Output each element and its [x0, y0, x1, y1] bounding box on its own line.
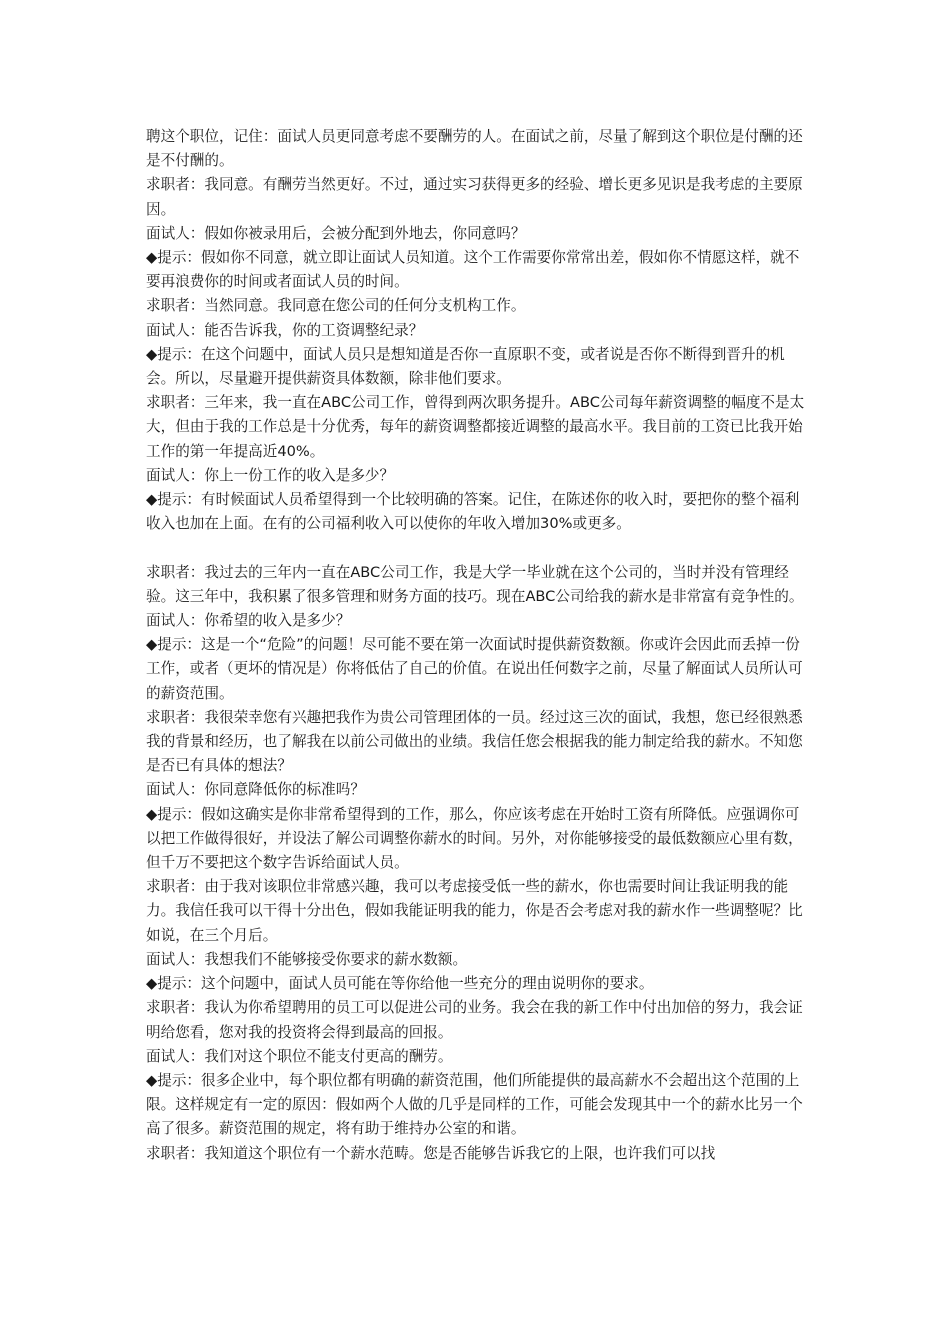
paragraph: 求职者：我知道这个职位有一个薪水范畴。您是否能够告诉我它的上限，也许我们可以找	[146, 1144, 716, 1162]
paragraph: 求职者：我认为你希望聘用的员工可以促进公司的业务。我会在我的新工作中付出加倍的努力，我会证明给您看，您对我的投资将会得到最高的回报。	[146, 999, 803, 1041]
paragraph: ◆提示：假如这确实是你非常希望得到的工作，那么，你应该考虑在开始时工资有所降低。应强调你可以把工作做得很好，并设法了解公司调整你薪水的时间。另外，对你能够接受的最低数额应心里有数，但千万不要把这个数字告诉给面试人员。	[146, 805, 803, 872]
paragraph: 求职者：我同意。有酬劳当然更好。不过，通过实习获得更多的经验、增长更多见识是我考虑的主要原因。	[146, 176, 803, 218]
paragraph: 求职者：我很荣幸您有兴趣把我作为贵公司管理团体的一员。经过这三次的面试，我想，您已经很熟悉我的背景和经历，也了解我在以前公司做出的业绩。我信任您会根据我的能力制定给我的薪水。不知您是否已有具体的想法？	[146, 708, 803, 775]
paragraph: ◆提示：假如你不同意，就立即让面试人员知道。这个工作需要你常常出差，假如你不情愿这样，就不要再浪费你的时间或者面试人员的时间。	[146, 249, 800, 291]
paragraph: ◆提示：这是一个“危险”的问题！尽可能不要在第一次面试时提供薪资数额。你或许会因此而丢掉一份工作，或者（更坏的情况是）你将低估了自己的价值。在说出任何数字之前，尽量了解面试人员所认可的薪资范围。	[146, 636, 803, 702]
paragraph: 面试人：我们对这个职位不能支付更高的酬劳。	[146, 1047, 453, 1065]
paragraph: 求职者：三年来，我一直在ABC公司工作，曾得到两次职务提升。ABC公司每年薪资调整的幅度不是太大，但由于我的工作总是十分优秀，每年的薪资调整都接近调整的最高水平。我目前的工资已比我开始工作的第一年提高近40%。	[146, 394, 805, 460]
paragraph: 求职者：当然同意。我同意在您公司的任何分支机构工作。	[146, 297, 526, 315]
document-body	[146, 125, 810, 1166]
paragraph: ◆提示：有时候面试人员希望得到一个比较明确的答案。记住，在陈述你的收入时，要把你的整个福利收入也加在上面。在有的公司福利收入可以使你的年收入增加30%或更多。	[146, 491, 800, 533]
paragraph: 面试人：你同意降低你的标准吗？	[146, 781, 365, 799]
blank-line	[146, 536, 810, 560]
paragraph: 面试人：假如你被录用后，会被分配到外地去，你同意吗？	[146, 224, 526, 242]
paragraph: ◆提示：很多企业中，每个职位都有明确的薪资范围，他们所能提供的最高薪水不会超出这个范围的上限。这样规定有一定的原因：假如两个人做的几乎是同样的工作，可能会发现其中一个的薪水比另一个高了很多。薪资范围的规定，将有助于维持办公室的和谐。	[146, 1071, 803, 1138]
paragraph: 面试人：你希望的收入是多少？	[146, 612, 351, 630]
paragraph: 面试人：你上一份工作的收入是多少？	[146, 466, 395, 484]
paragraph: 聘这个职位，记住：面试人员更同意考虑不要酬劳的人。在面试之前，尽量了解到这个职位是付酬的还是不付酬的。	[146, 128, 803, 170]
paragraph: 求职者：我过去的三年内一直在ABC公司工作，我是大学一毕业就在这个公司的，当时并没有管理经验。这三年中，我积累了很多管理和财务方面的技巧。现在ABC公司给我的薪水是非常富有竞争性的。	[146, 563, 804, 605]
paragraph: ◆提示：在这个问题中，面试人员只是想知道是否你一直原职不变，或者说是否你不断得到晋升的机会。所以，尽量避开提供薪资具体数额，除非他们要求。	[146, 345, 785, 388]
paragraph: 面试人：我想我们不能够接受你要求的薪水数额。	[146, 950, 468, 968]
paragraph: 求职者：由于我对该职位非常感兴趣，我可以考虑接受低一些的薪水，你也需要时间让我证明我的能力。我信任我可以干得十分出色，假如我能证明我的能力，你是否会考虑对我的薪水作一些调整呢？比如说，在三个月后。	[146, 878, 803, 944]
paragraph: ◆提示：这个问题中，面试人员可能在等你给他一些充分的理由说明你的要求。	[146, 975, 654, 993]
paragraph: 面试人：能否告诉我，你的工资调整纪录？	[146, 321, 424, 339]
